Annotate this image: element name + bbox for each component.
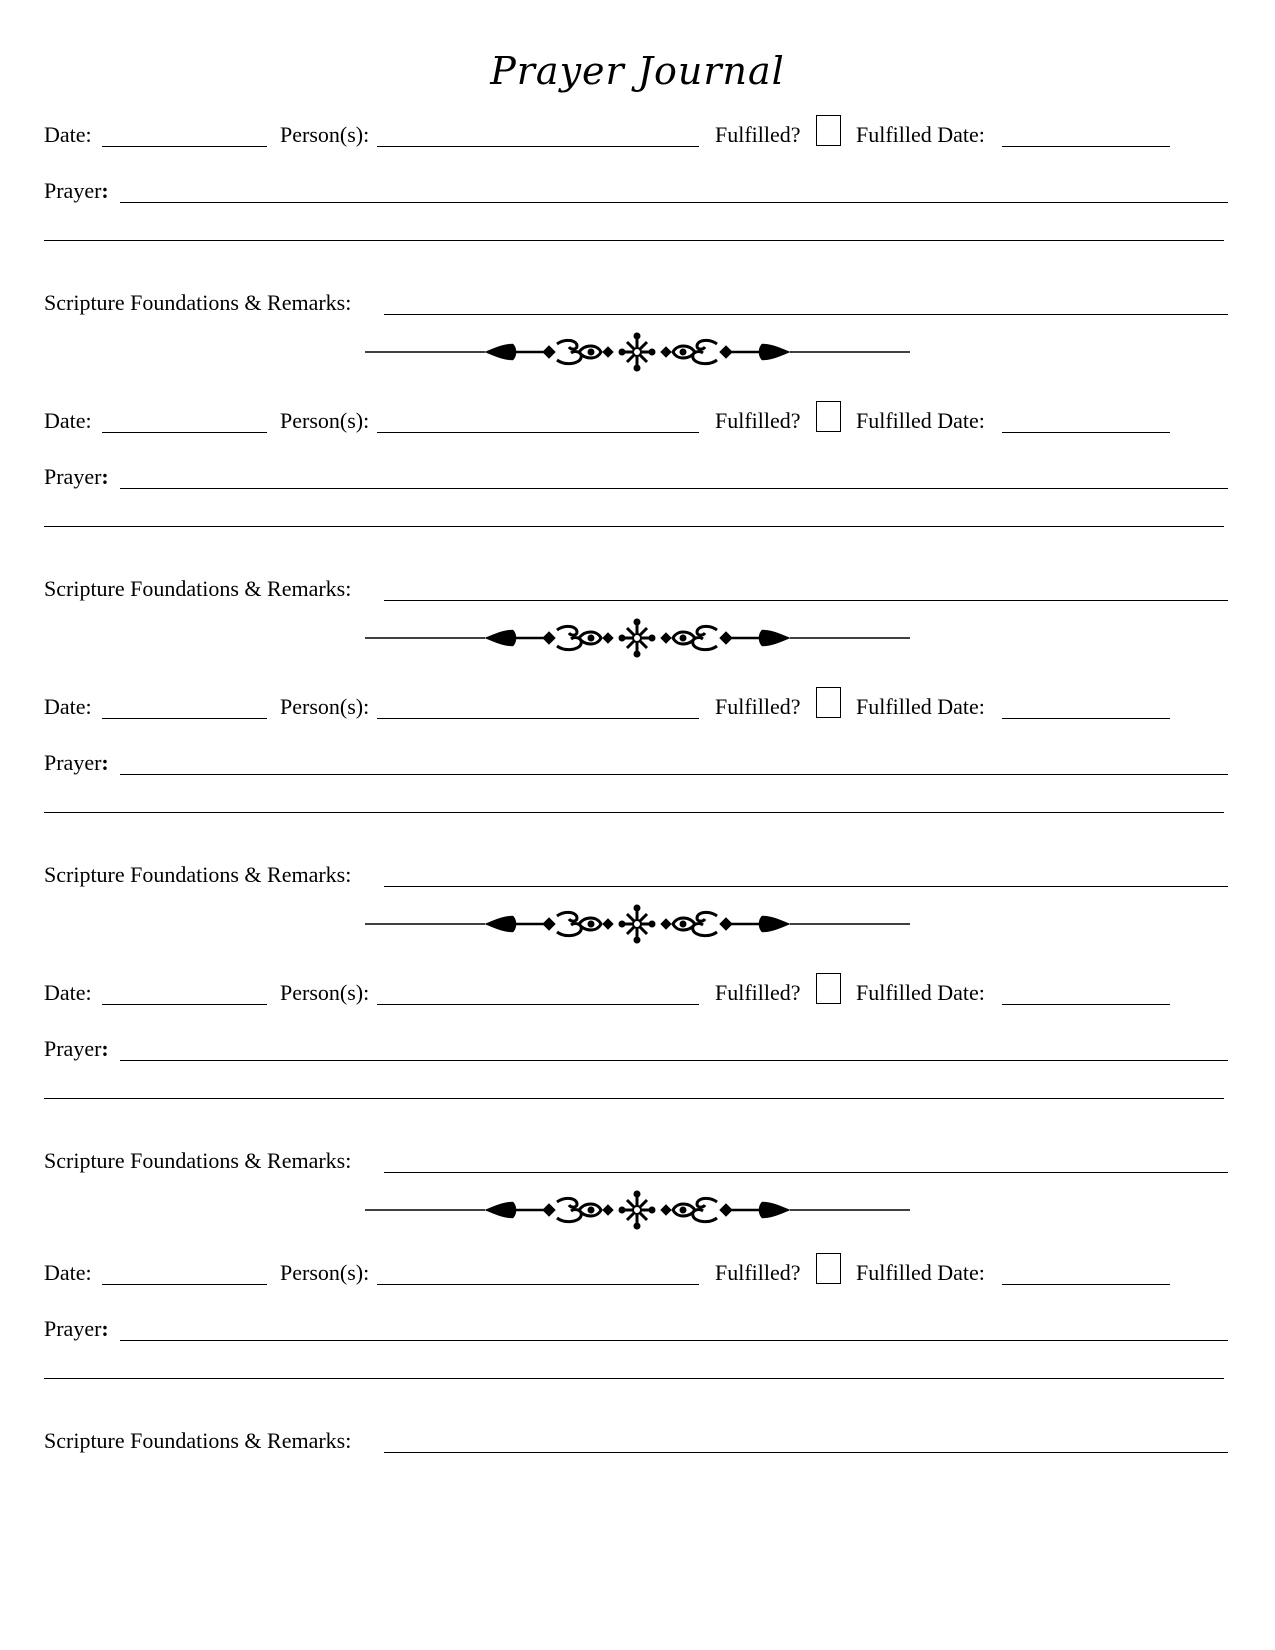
scripture-field[interactable] — [384, 1452, 1228, 1453]
fulfilled-checkbox[interactable] — [816, 687, 841, 718]
date-field[interactable] — [102, 432, 267, 433]
prayer-continuation-line[interactable] — [44, 240, 1224, 241]
journal-entry-5 — [0, 1258, 1275, 1558]
prayer-label — [44, 748, 109, 778]
date-label: Date: — [44, 408, 92, 433]
journal-entry-3 — [0, 692, 1275, 992]
scripture-field[interactable] — [384, 886, 1228, 887]
date-label: Date: — [44, 122, 92, 147]
fulfilled-label: Fulfilled? — [715, 694, 801, 719]
prayer-continuation-line[interactable] — [44, 1098, 1224, 1099]
prayer-field[interactable] — [120, 1060, 1228, 1061]
fulfilled-checkbox[interactable] — [816, 1253, 841, 1284]
scripture-field[interactable] — [384, 314, 1228, 315]
ornamental-divider-icon — [365, 618, 910, 658]
entry-header-row — [44, 1258, 1230, 1288]
fulfilled-date-label: Fulfilled Date: — [856, 1260, 985, 1285]
entry-header-row — [44, 978, 1230, 1008]
scripture-label: Scripture Foundations & Remarks: — [44, 1148, 352, 1173]
ornamental-divider-icon — [365, 1190, 910, 1230]
prayer-row — [44, 1314, 1230, 1344]
scripture-row — [44, 860, 1230, 890]
fulfilled-checkbox[interactable] — [816, 115, 841, 146]
entry-header-row — [44, 120, 1230, 150]
persons-field[interactable] — [377, 146, 699, 147]
date-field[interactable] — [102, 1004, 267, 1005]
prayer-row — [44, 176, 1230, 206]
persons-field[interactable] — [377, 1004, 699, 1005]
scripture-label: Scripture Foundations & Remarks: — [44, 576, 352, 601]
prayer-label-text: Prayer — [44, 1036, 102, 1061]
persons-label: Person(s): — [280, 408, 370, 433]
scripture-label: Scripture Foundations & Remarks: — [44, 1428, 352, 1453]
prayer-label-colon: : — [101, 1036, 109, 1061]
fulfilled-date-field[interactable] — [1002, 718, 1170, 719]
prayer-label-colon: : — [101, 178, 109, 203]
fulfilled-checkbox[interactable] — [816, 973, 841, 1004]
fulfilled-date-field[interactable] — [1002, 432, 1170, 433]
prayer-label-colon: : — [101, 464, 109, 489]
prayer-field[interactable] — [120, 488, 1228, 489]
entry-header-row — [44, 406, 1230, 436]
prayer-label-text: Prayer — [44, 464, 102, 489]
persons-field[interactable] — [377, 718, 699, 719]
journal-entry-2 — [0, 406, 1275, 706]
persons-label: Person(s): — [280, 980, 370, 1005]
journal-entry-1 — [0, 120, 1275, 420]
fulfilled-date-label: Fulfilled Date: — [856, 122, 985, 147]
prayer-field[interactable] — [120, 774, 1228, 775]
persons-label: Person(s): — [280, 122, 370, 147]
prayer-label-text: Prayer — [44, 178, 102, 203]
date-label: Date: — [44, 1260, 92, 1285]
fulfilled-date-field[interactable] — [1002, 146, 1170, 147]
date-label: Date: — [44, 694, 92, 719]
prayer-label-text: Prayer — [44, 1316, 102, 1341]
date-label: Date: — [44, 980, 92, 1005]
prayer-field[interactable] — [120, 202, 1228, 203]
ornamental-divider-icon — [365, 332, 910, 372]
journal-entry-4 — [0, 978, 1275, 1278]
date-field[interactable] — [102, 146, 267, 147]
fulfilled-date-field[interactable] — [1002, 1004, 1170, 1005]
entry-header-row — [44, 692, 1230, 722]
scripture-field[interactable] — [384, 600, 1228, 601]
prayer-label-text: Prayer — [44, 750, 102, 775]
prayer-label-colon: : — [101, 1316, 109, 1341]
fulfilled-label: Fulfilled? — [715, 122, 801, 147]
scripture-label: Scripture Foundations & Remarks: — [44, 862, 352, 887]
prayer-label — [44, 462, 109, 492]
prayer-continuation-line[interactable] — [44, 1378, 1224, 1379]
scripture-row — [44, 1146, 1230, 1176]
scripture-field[interactable] — [384, 1172, 1228, 1173]
scripture-row — [44, 574, 1230, 604]
prayer-label-colon: : — [101, 750, 109, 775]
prayer-row — [44, 462, 1230, 492]
fulfilled-label: Fulfilled? — [715, 408, 801, 433]
fulfilled-label: Fulfilled? — [715, 980, 801, 1005]
fulfilled-date-field[interactable] — [1002, 1284, 1170, 1285]
fulfilled-label: Fulfilled? — [715, 1260, 801, 1285]
prayer-label — [44, 1034, 109, 1064]
prayer-field[interactable] — [120, 1340, 1228, 1341]
persons-field[interactable] — [377, 432, 699, 433]
persons-label: Person(s): — [280, 1260, 370, 1285]
scripture-row — [44, 288, 1230, 318]
fulfilled-date-label: Fulfilled Date: — [856, 408, 985, 433]
date-field[interactable] — [102, 718, 267, 719]
prayer-continuation-line[interactable] — [44, 812, 1224, 813]
prayer-row — [44, 1034, 1230, 1064]
prayer-row — [44, 748, 1230, 778]
persons-field[interactable] — [377, 1284, 699, 1285]
scripture-label: Scripture Foundations & Remarks: — [44, 290, 352, 315]
fulfilled-date-label: Fulfilled Date: — [856, 980, 985, 1005]
fulfilled-checkbox[interactable] — [816, 401, 841, 432]
prayer-label — [44, 1314, 109, 1344]
prayer-label — [44, 176, 109, 206]
prayer-continuation-line[interactable] — [44, 526, 1224, 527]
fulfilled-date-label: Fulfilled Date: — [856, 694, 985, 719]
persons-label: Person(s): — [280, 694, 370, 719]
date-field[interactable] — [102, 1284, 267, 1285]
page-title: Prayer Journal — [490, 49, 785, 93]
ornamental-divider-icon — [365, 904, 910, 944]
scripture-row — [44, 1426, 1230, 1456]
